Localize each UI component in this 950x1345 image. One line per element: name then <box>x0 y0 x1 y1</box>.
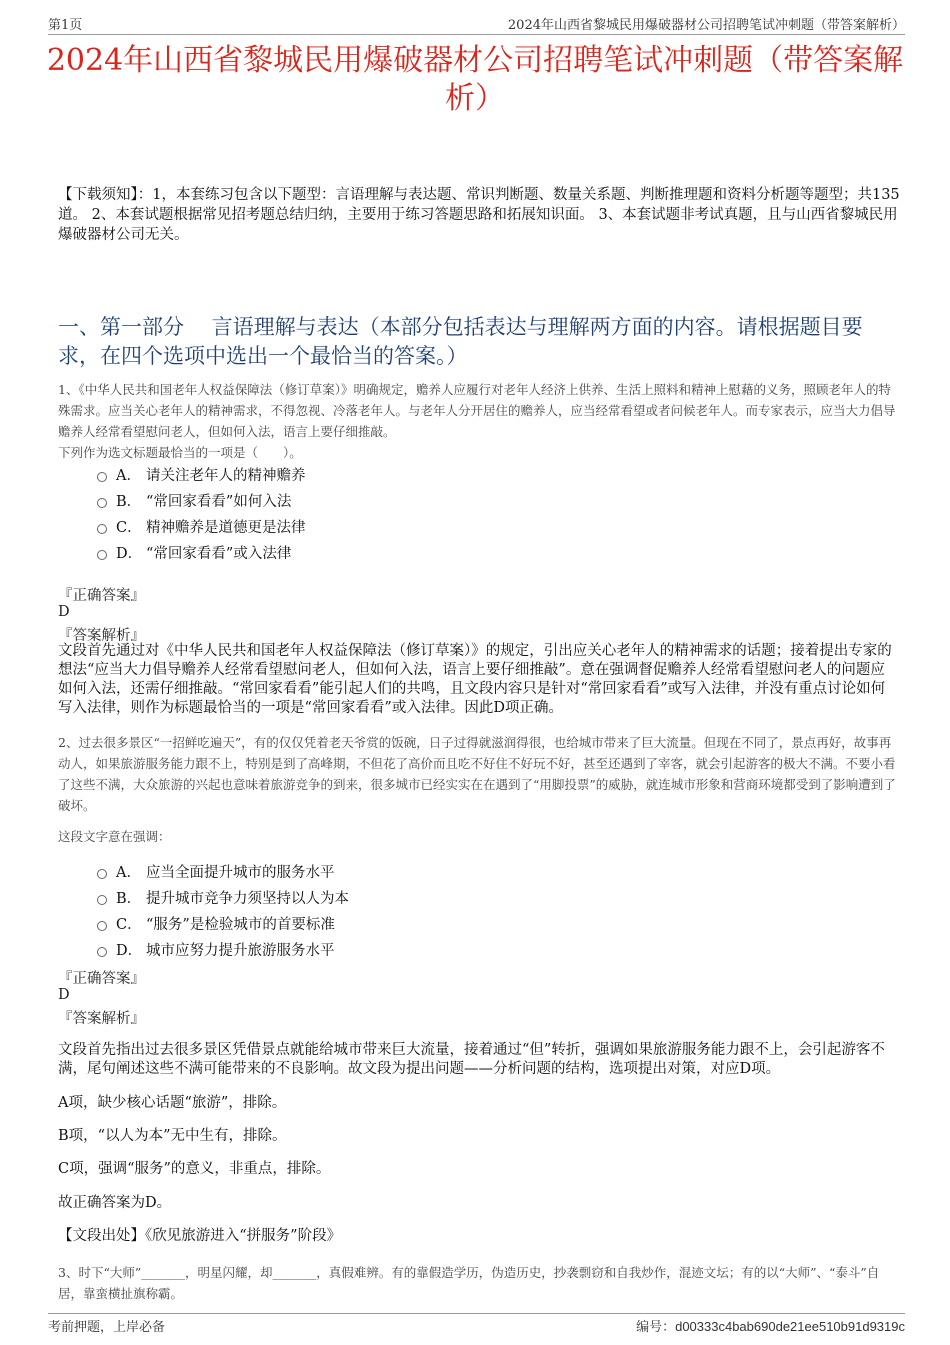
q2-option-b[interactable] <box>97 886 349 908</box>
page-number: 第1页 <box>48 18 83 33</box>
download-notice: 【下载须知】：1，本套练习包含以下题型：言语理解与表达题、常识判断题、数量关系题、判断推理题和资料分析题等题型；共135道。 2、本套试题根据常见招考题总结归纳，主要用于练习答题思路和拓展知识面。 3、本套试题非考试真题，且与山西省黎城民用爆破器材公司无关。 <box>58 187 900 243</box>
radio-icon[interactable] <box>97 895 107 905</box>
q2-option-a-note: A项，缺少核心话题“旅游”，排除。 <box>58 1095 287 1111</box>
q2-analysis-label: 『答案解析』 <box>58 1011 145 1027</box>
option-text: 城市应努力提升旅游服务水平 <box>146 942 335 959</box>
radio-icon[interactable] <box>97 921 107 931</box>
footer-slogan: 考前押题，上岸必备 <box>48 1320 166 1335</box>
q1-analysis: 文段首先通过对《中华人民共和国老年人权益保障法（修订草案）》的规定，引出应关心老年人的精神需求的话题；接着提出专家的想法“应当大力倡导赡养人经常看望慰问老人，但如何入法，语言上要仔细推敲”。意在强调督促赡养人经常看望慰问老人的问题应如何入法，还需仔细推敲。“常回家看看”能引起人们的共鸣，且文段内容只是针对“常回家看看”或写入法律，并没有重点讨论如何写入法律，则作为标题最恰当的一项是“常回家看看”或入法律。因此D项正确。 <box>58 643 892 716</box>
option-letter: A． <box>116 467 141 484</box>
footer-code <box>636 1316 905 1335</box>
option-letter: C． <box>116 519 142 536</box>
radio-icon[interactable] <box>97 869 107 879</box>
q2-answer-label: 『正确答案』 <box>58 971 145 987</box>
option-letter: D． <box>116 545 143 562</box>
document-title: 2024年山西省黎城民用爆破器材公司招聘笔试冲刺题（带答案解析） <box>46 43 904 116</box>
option-text: “服务”是检验城市的首要标准 <box>146 916 335 933</box>
q2-option-a[interactable] <box>97 860 335 882</box>
footer-code-label: 编号： <box>636 1320 676 1335</box>
option-text: 提升城市竞争力须坚持以人为本 <box>146 890 349 907</box>
q1-option-b[interactable] <box>97 489 291 511</box>
option-letter: C． <box>116 916 142 933</box>
q1-stem: 1、《中华人民共和国老年人权益保障法（修订草案）》明确规定，赡养人应履行对老年人经济上供养、生活上照料和精神上慰藉的义务，照顾老年人的特殊需求。应当关心老年人的精神需求，不得忽视、冷落老年人。与老年人分开居住的赡养人，应当经常看望或者问候老年人。而专家表示，应当大力倡导赡养人经常看望慰问老人，但如何入法，语言上要仔细推敲。 <box>58 382 896 439</box>
option-letter: B． <box>116 493 142 510</box>
q2-analysis: 文段首先指出过去很多景区凭借景点就能给城市带来巨大流量，接着通过“但”转折，强调如果旅游服务能力跟不上，会引起游客不满，尾句阐述这些不满可能带来的不良影响。故文段为提出问题——分析问题的结构，选项提出对策，对应D项。 <box>58 1042 885 1077</box>
radio-icon[interactable] <box>97 947 107 957</box>
option-text: 请关注老年人的精神赡养 <box>146 467 306 484</box>
radio-icon[interactable] <box>97 498 107 508</box>
q2-ask: 这段文字意在强调： <box>58 829 171 844</box>
radio-icon[interactable] <box>97 550 107 560</box>
q1-ask: 下列作为选文标题最恰当的一项是（ ）。 <box>58 445 302 460</box>
option-letter: A． <box>116 864 141 881</box>
q2-source: 【文段出处】《欣见旅游进入“拼服务”阶段》 <box>58 1228 342 1244</box>
q1-analysis-label: 『答案解析』 <box>58 628 145 644</box>
q1-option-a[interactable] <box>97 463 306 485</box>
q2-conclusion: 故正确答案为D。 <box>58 1195 172 1211</box>
q2-option-c-note: C项，强调“服务”的意义，非重点，排除。 <box>58 1161 331 1177</box>
q2-option-c[interactable] <box>97 912 335 934</box>
option-text: 应当全面提升城市的服务水平 <box>146 864 335 881</box>
q1-option-d[interactable] <box>97 541 291 563</box>
option-text: “常回家看看”或入法律 <box>146 545 292 562</box>
header-divider <box>48 34 905 35</box>
q2-stem: 2、过去很多景区“一招鲜吃遍天”，有的仅仅凭着老天爷赏的饭碗，日子过得就滋润得很，也给城市带来了巨大流量。但现在不同了，景点再好，故事再动人，如果旅游服务能力跟不上，特别是到了高峰期，不但花了高价而且吃不好住不好玩不好，甚至还遇到了宰客，就会引起游客的极大不满。不要小看了这些不满，大众旅游的兴起也意味着旅游竞争的到来，很多城市已经实实在在遇到了“用脚投票”的威胁，就连城市形象和营商环境都受到了影响遭到了破坏。 <box>58 735 896 813</box>
footer-divider <box>48 1313 905 1314</box>
option-text: “常回家看看”如何入法 <box>146 493 292 510</box>
radio-icon[interactable] <box>97 472 107 482</box>
radio-icon[interactable] <box>97 524 107 534</box>
q2-answer: D <box>58 987 70 1003</box>
footer-code-value: d00333c4bab690de21ee510b91d9319c <box>675 1319 905 1334</box>
q2-option-d[interactable] <box>97 938 335 960</box>
section-heading: 一、第一部分 言语理解与表达（本部分包括表达与理解两方面的内容。请根据题目要求，在四个选项中选出一个最恰当的答案。） <box>58 315 863 368</box>
q2-option-b-note: B项，“以人为本”无中生有，排除。 <box>58 1128 287 1144</box>
q1-option-c[interactable] <box>97 515 306 537</box>
q3-stem: 3、时下“大师”_______，明星闪耀，却_______，真假难辨。有的靠假造学历，伪造历史，抄袭剽窃和自我炒作，混迹文坛；有的以“大师”、“泰斗”自居，靠蛮横扯旗称霸。 <box>58 1265 880 1301</box>
option-text: 精神赡养是道德更是法律 <box>146 519 306 536</box>
option-letter: B． <box>116 890 142 907</box>
q1-answer: D <box>58 604 70 620</box>
option-letter: D． <box>116 942 143 959</box>
header-doc-title: 2024年山西省黎城民用爆破器材公司招聘笔试冲刺题（带答案解析） <box>507 18 905 33</box>
q1-answer-label: 『正确答案』 <box>58 588 145 604</box>
